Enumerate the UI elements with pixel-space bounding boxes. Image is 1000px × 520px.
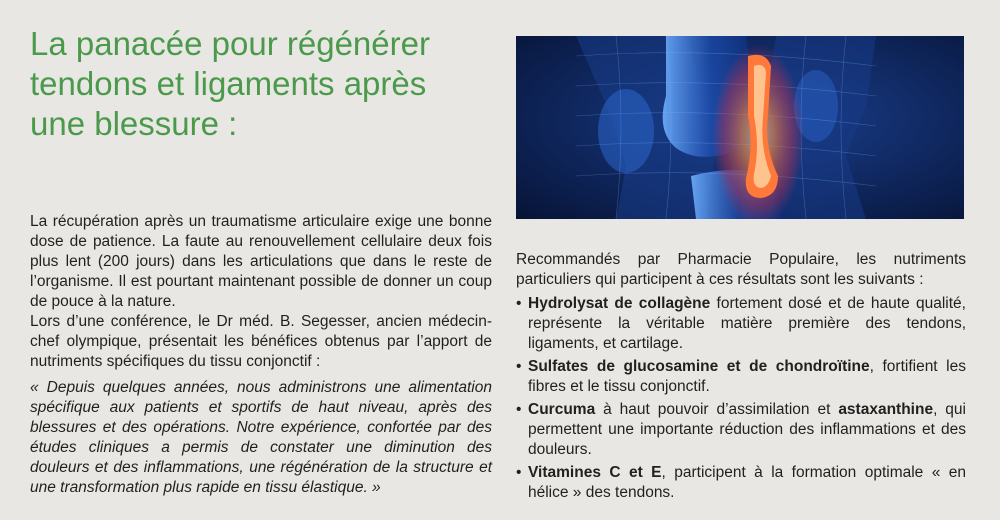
bullet-icon: • bbox=[516, 358, 522, 375]
nutrient-description-secondary: , qui permettent une importante réduction des inflammations et des douleurs. bbox=[528, 401, 966, 458]
list-item bbox=[516, 463, 966, 503]
quote-paragraph: « Depuis quelques années, nous administrons une alimentation spécifique aux patients et sportifs de haut niveau, après des blessures et des opérations. Notre expérience, confortée par des études cliniques a permis de constater une diminution des douleurs et des inflammations, une régénération de la structure et une transformation plus rapide en tissu élastique. » bbox=[30, 379, 492, 496]
bullet-icon: • bbox=[516, 464, 522, 481]
bullet-icon: • bbox=[516, 401, 522, 418]
knee-joint-xray-illustration-icon bbox=[516, 36, 964, 219]
nutrient-name-secondary: astaxanthine bbox=[838, 401, 934, 418]
nutrient-description: , participent à la formation optimale « en hélice » des tendons. bbox=[528, 464, 966, 501]
left-column bbox=[30, 212, 492, 498]
nutrient-description: à haut pouvoir d’assimilation et bbox=[595, 401, 839, 418]
conference-paragraph: Lors d’une conférence, le Dr méd. B. Segesser, ancien médecin-chef olympique, présentait les bénéfices obtenus par l’apport de nutriments spécifiques du tissu conjonctif : bbox=[30, 313, 492, 370]
nutrient-name: Curcuma bbox=[528, 401, 596, 418]
knee-joint-image bbox=[516, 36, 964, 219]
page-title: La panacée pour régénérer tendons et ligaments après une blessure : bbox=[30, 25, 430, 142]
nutrients-intro: Recommandés par Pharmacie Populaire, les nutriments particuliers qui participent à ces résultats sont les suivants : bbox=[516, 251, 966, 288]
list-item bbox=[516, 357, 966, 397]
intro-paragraph: La récupération après un traumatisme articulaire exige une bonne dose de patience. La faute au renouvellement cellulaire deux fois plus lent (200 jours) dans les articulations que dans le reste de l’organisme. Il est pourtant maintenant possible de donner un coup de pouce à la nature. bbox=[30, 213, 492, 310]
nutrient-description: fortement dosé et de haute qualité, représente la véritable matière première des tendons, ligaments, et cartilage. bbox=[528, 295, 966, 352]
nutrient-name: Vitamines C et E bbox=[528, 464, 662, 481]
bullet-icon: • bbox=[516, 295, 522, 312]
right-column bbox=[516, 250, 966, 503]
nutrients-list bbox=[516, 294, 966, 503]
nutrient-name: Sulfates de glucosamine et de chondroïtine bbox=[528, 358, 870, 375]
nutrient-name: Hydrolysat de collagène bbox=[528, 295, 711, 312]
nutrient-description: , fortifient les fibres et le tissu conjonctif. bbox=[528, 358, 966, 395]
list-item bbox=[516, 400, 966, 460]
list-item bbox=[516, 294, 966, 354]
